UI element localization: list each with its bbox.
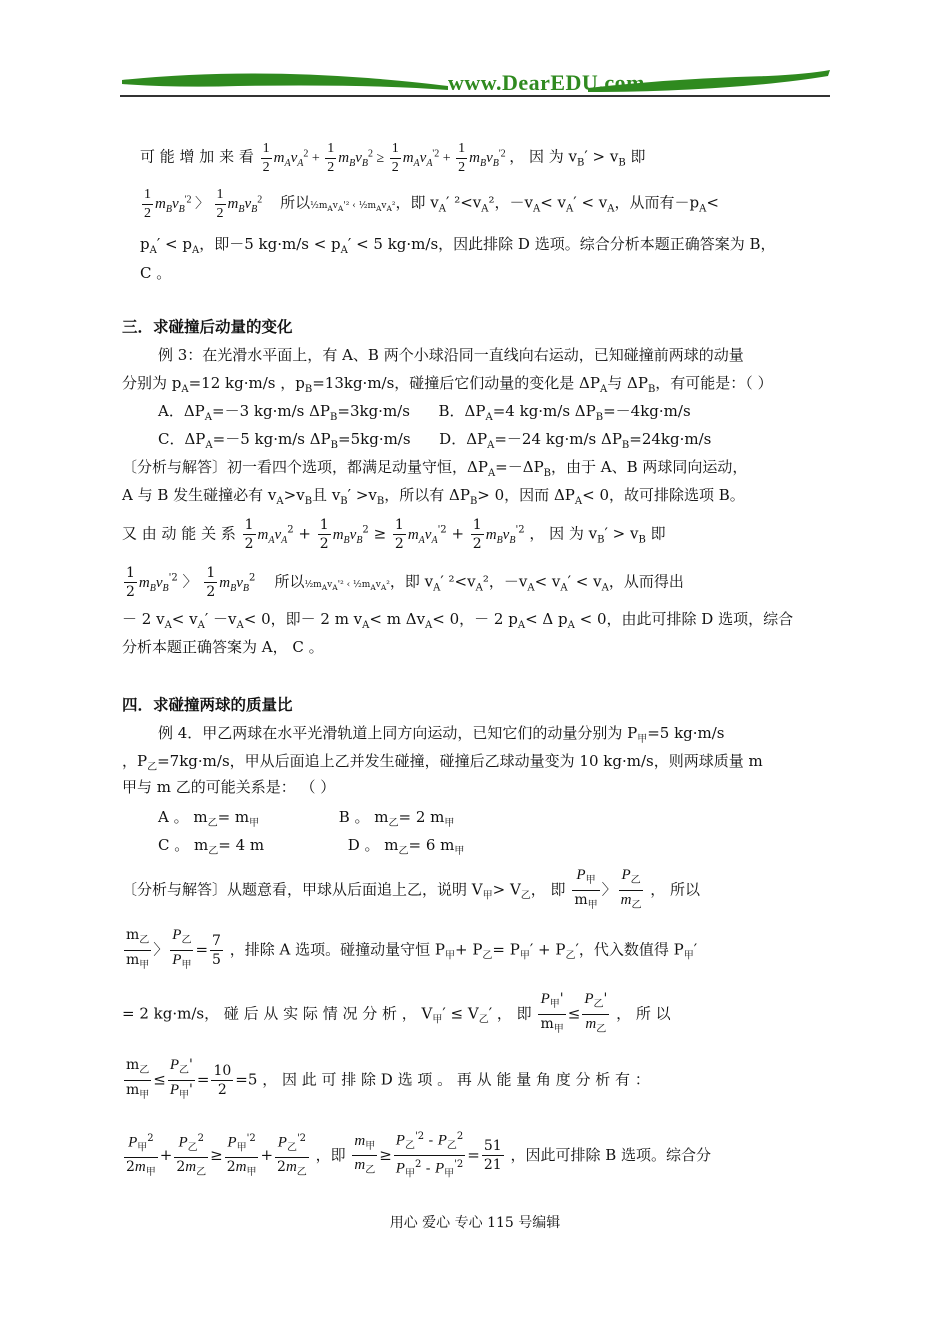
paragraph-line: = 2 kg·m/s， 碰 后 从 实 际 情 况 分 析 ， $V_甲' \le V_乙'$ ， 即 $P_甲'$ $m_甲$ ≤ $P_乙'$ $m_乙$ ， 所 以 [122, 991, 671, 1035]
paragraph-line: $\frac{1}{2}$ $m_Bv_B^{'2}$ 〉 $\frac{1}{2}$ $m_Bv_B^2$ 所以$\frac{1}{2}m_Av_A'^2$ ‹ $\frac{1}{2}m_Av_A^2$，即 $v_A'$ $^2<v_A^2$，$-v_A< v_A' < v_A$，从而得出 [126, 565, 684, 600]
paragraph-line: 可 能 增 加 来 看 $\frac{1}{2}$ $m_Av_A^2$ + $\frac{1}{2}$ $m_Bv_B^2$ ≥ $\frac{1}{2}$ $m_Av_A^{'2}$ + $\frac{1}{2}$ $m_Bv_B^{'2}$ ， 因 为 $v_B' > v_B$ 即 [140, 141, 646, 175]
paragraph-line: $m_乙$ $m_甲$ ≤ $P_乙'$ $P_甲'$ = $\frac{10}{2}$ =5 ， 因 此 可 排 除 D 选 项 。 再 从 能 量 角 度 分 析 有 ： [126, 1057, 650, 1101]
section-heading: 四．求碰撞两球的质量比 [122, 695, 293, 714]
paragraph-line: 分别为 $p_A=12$ kg·m/s ，$p_B=13kg\cdot m/s$，碰撞后它们动量的变化是 $\Delta P_A$与 $\Delta P_B$，有可能是：（ ） [122, 374, 773, 395]
paragraph-line: 又 由 动 能 关 系 $\frac{1}{2}$ $m_Av_A^2$ + $\frac{1}{2}$ $m_Bv_B^2$ ≥ $\frac{1}{2}$ $m_Av_A^{'2}$ + $\frac{1}{2}$ $m_Bv_B^{'2}$ ， 因 为 $v_B' > v_B$ 即 [122, 517, 666, 552]
paragraph-line: 〔分析与解答〕从题意看，甲球从后面追上乙，说明 $V_甲> V_乙$， 即 $P_甲$ $m_甲$ 〉 $P_乙$ $m_乙$ ， 所以 [122, 867, 701, 911]
paragraph-line: 甲与 m 乙的可能关系是： （ ） [122, 778, 336, 796]
paragraph-line: C 。 [140, 264, 172, 282]
paragraph-line: 〔分析与解答〕初一看四个选项，都满足动量守恒，$\Delta P_A=-\Delta P_B$，由于 A、B 两球同向运动， [122, 458, 748, 479]
section-heading: 三．求碰撞后动量的变化 [122, 317, 293, 336]
paragraph-line: $p_A' < p_A$，即－5 $kg\cdot m/s < p_A' < 5$ kg·m/s，因此排除 D 选项。综合分析本题正确答案为 B， [140, 235, 776, 256]
site-logo-text: www.DearEDU.com [448, 70, 645, 95]
option-row: A．$\Delta P_A=-3$ kg·m/s $\Delta P_B=3kg\cdot m/s$ B．$\Delta P_A=4$ kg·m/s $\Delta P_B=-4kg\cdot m/s$ [158, 402, 691, 423]
header-rule [120, 95, 830, 97]
option-row: C．$\Delta P_A=-5$ kg·m/s $\Delta P_B=5kg\cdot m/s$ D．$\Delta P_A=-24$ kg·m/s $\Delta P_B=24kg\cdot m/s$ [158, 430, 712, 451]
paragraph-line: $\frac{1}{2}$ $m_Bv_B^{'2}$ 〉 $\frac{1}{2}$ $m_Bv_B^2$ 所以$\frac{1}{2}m_Av_A'^2$ ‹ $\frac{1}{2}m_Av_A^2$，即 $v_A'$ $^2<v_A^2$，$-v_A< v_A' < v_A$，从而有$-p_A<$ [144, 187, 719, 221]
paragraph-line: 例 4．甲乙两球在水平光滑轨道上同方向运动，已知它们的动量分别为 $P_甲=5$ kg·m/s [158, 724, 725, 745]
paragraph-line: $P_甲^2$ $2m_甲$ + $P_乙^2$ $2m_乙$ ≥ $P_甲^{'2}$ $2m_甲$ + $P_乙^{'2}$ $2m_乙$ ，即 $m_甲$ $m_乙$ ≥ $P_乙^{'2} - P_乙^2$ $P_甲^2 - P_甲^{'2}$ = $\frac{51}{21}$ ，因此可排除 B 选项。综合分 [122, 1128, 830, 1184]
page-header [118, 62, 830, 102]
paragraph-line: $m_乙$ $m_甲$ 〉 $P_乙$ $P_甲$ = $\frac{7}{5}$ ，排除 A 选项。碰撞动量守恒 $P_甲+ P_乙= P_甲' + P_乙'$，代入数值得 $P_甲'$ [126, 927, 698, 971]
paragraph-line: A 与 B 发生碰撞必有 $v_A>v_B$且 $v_B' >v_B$，所以有 $\Delta P_B> 0$，因而 $\Delta P_A< 0$，故可排除选项 B。 [122, 486, 745, 507]
paragraph-line: 例 3：在光滑水平面上，有 A、B 两个小球沿同一直线向右运动，已知碰撞前两球的动量 [158, 346, 744, 364]
paragraph-line: ，$P_乙=7kg\cdot m/s$，甲从后面追上乙并发生碰撞，碰撞后乙球动量变为 10 kg·m/s，则两球质量 m [122, 752, 763, 773]
option-row: C 。 $m_乙= 4$ m D 。 $m_乙= 6$ $m_甲$ [158, 836, 465, 857]
page-footer: 用心 爱心 专心 115 号编辑 [389, 1215, 561, 1231]
option-row: A 。 $m_乙= m_甲$ B 。 $m_乙= 2$ $m_甲$ [158, 808, 455, 829]
paragraph-line: － 2 $v_A< v_A' -v_A< 0$，即－ 2 m $v_A< m$ $\Delta v_A< 0$，－ 2 $p_A< \Delta$ $p_A < 0$，由此可排除 D 选项，综合 [122, 610, 794, 631]
paragraph-line: 分析本题正确答案为 A， C 。 [122, 638, 324, 656]
